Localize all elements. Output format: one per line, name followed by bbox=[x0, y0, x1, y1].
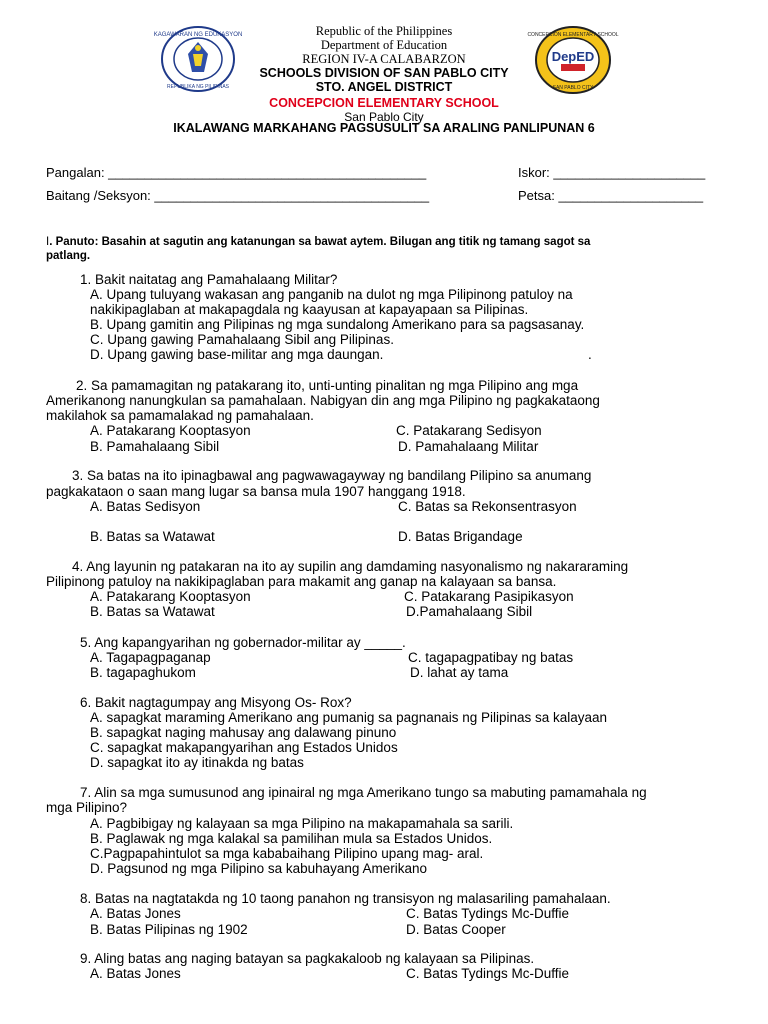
question-6: 6. Bakit nagtagumpay ang Misyong Os- Rox? bbox=[80, 695, 352, 710]
question-2: 2. Sa pamamagitan ng patakarang ito, unti-unting pinalitan ng mga Pilipino ang mga bbox=[76, 378, 579, 393]
svg-text:CONCEPCION ELEMENTARY SCHOOL: CONCEPCION ELEMENTARY SCHOOL bbox=[527, 32, 619, 38]
q4-choice-d[interactable]: D.Pamahalaang Sibil bbox=[406, 604, 533, 619]
q2-choice-d[interactable]: D. Pamahalaang Militar bbox=[398, 439, 539, 454]
question-4-line-2: Pilipinong patuloy na nakikipaglaban para makamit ang ganap na kalayaan sa bansa. bbox=[46, 574, 557, 589]
city-line: San Pablo City bbox=[344, 110, 424, 124]
q8-choice-d[interactable]: D. Batas Cooper bbox=[406, 922, 506, 937]
exam-title: IKALAWANG MARKAHANG PAGSUSULIT SA ARALING PANLIPUNAN 6 bbox=[173, 121, 595, 135]
instructions-line-2: patlang. bbox=[46, 250, 91, 262]
date-field[interactable]: Petsa: ____________________ bbox=[518, 188, 704, 203]
question-3-line-2: pagkakataon o saan mang lugar sa bansa mula 1907 hanggang 1918. bbox=[46, 484, 466, 499]
region-line: REGION IV-A CALABARZON bbox=[302, 52, 466, 66]
q7-choice-a[interactable]: A. Pagbibigay ng kalayaan sa mga Pilipino na makapamahala sa sarili. bbox=[90, 816, 514, 831]
q3-choice-d[interactable]: D. Batas Brigandage bbox=[398, 529, 523, 544]
q6-choice-d[interactable]: D. sapagkat ito ay itinakda ng batas bbox=[90, 755, 304, 770]
q1-choice-a-cont: nakikipaglaban at makapagdala ng kaayusan at kapayapaan sa Pilipinas. bbox=[90, 302, 529, 317]
q8-choice-b[interactable]: B. Batas Pilipinas ng 1902 bbox=[90, 922, 248, 937]
question-3: 3. Sa batas na ito ipinagbawal ang pagwawagayway ng bandilang Pilipino sa anumang bbox=[72, 468, 592, 483]
name-field[interactable]: Pangalan: ____________________________________________ bbox=[46, 165, 427, 180]
question-8: 8. Batas na nagtatakda ng 10 taong panahon ng transisyon ng malasariling pamahalaan. bbox=[80, 891, 611, 906]
department-line: Department of Education bbox=[320, 38, 448, 52]
q1-choice-b[interactable]: B. Upang gamitin ang Pilipinas ng mga sundalong Amerikano para sa pagsasanay. bbox=[90, 317, 585, 332]
question-9: 9. Aling batas ang naging batayan sa pagkakaloob ng kalayaan sa Pilipinas. bbox=[80, 951, 535, 966]
q9-choice-a[interactable]: A. Batas Jones bbox=[90, 966, 181, 981]
q1-choice-a[interactable]: A. Upang tuluyang wakasan ang panganib na dulot ng mga Pilipinong patuloy na bbox=[90, 287, 573, 302]
q5-choice-b[interactable]: B. tagapaghukom bbox=[90, 665, 196, 680]
q5-choice-d[interactable]: D. lahat ay tama bbox=[410, 665, 509, 680]
q5-choice-a[interactable]: A. Tagapagpaganap bbox=[90, 650, 211, 665]
q2-choice-b[interactable]: B. Pamahalaang Sibil bbox=[90, 439, 220, 454]
question-4: 4. Ang layunin ng patakaran na ito ay supilin ang damdaming nasyonalismo ng nakararaming bbox=[72, 559, 629, 574]
svg-text:REPUBLIKA NG PILIPINAS: REPUBLIKA NG PILIPINAS bbox=[167, 84, 229, 90]
q3-choice-b[interactable]: B. Batas sa Watawat bbox=[90, 529, 215, 544]
q9-choice-c[interactable]: C. Batas Tydings Mc-Duffie bbox=[406, 966, 570, 981]
question-2-line-3: makilahok sa pamamalakad ng pamahalaan. bbox=[46, 408, 314, 423]
q6-choice-a[interactable]: A. sapagkat maraming Amerikano ang pumanig sa pagnanais ng Pilipinas sa kalayaan bbox=[90, 710, 608, 725]
q7-choice-c[interactable]: C.Pagpapahintulot sa mga kababaihang Pilipino upang mag- aral. bbox=[90, 846, 484, 861]
q4-choice-a[interactable]: A. Patakarang Kooptasyon bbox=[90, 589, 251, 604]
q2-choice-a[interactable]: A. Patakarang Kooptasyon bbox=[90, 423, 251, 438]
q4-choice-b[interactable]: B. Batas sa Watawat bbox=[90, 604, 215, 619]
question-1: 1. Bakit naitatag ang Pamahalaang Militar? bbox=[80, 272, 338, 287]
school-name: CONCEPCION ELEMENTARY SCHOOL bbox=[269, 96, 499, 110]
q5-choice-c[interactable]: C. tagapagpatibay ng batas bbox=[408, 650, 574, 665]
question-7: 7. Alin sa mga sumusunod ang ipinairal ng mga Amerikano tungo sa mabuting pamamahala ng bbox=[80, 785, 647, 800]
q8-choice-c[interactable]: C. Batas Tydings Mc-Duffie bbox=[406, 906, 570, 921]
svg-text:SAN PABLO CITY: SAN PABLO CITY bbox=[552, 85, 594, 91]
instructions-line-1 bbox=[46, 236, 590, 248]
question-7-line-2: mga Pilipino? bbox=[46, 800, 128, 815]
score-field[interactable]: Iskor: _____________________ bbox=[518, 165, 706, 180]
q6-choice-c[interactable]: C. sapagkat makapangyarihan ang Estados Unidos bbox=[90, 740, 398, 755]
division-line: SCHOOLS DIVISION OF SAN PABLO CITY bbox=[259, 66, 509, 80]
q7-choice-b[interactable]: B. Paglawak ng mga kalakal sa pamilihan mula sa Estados Unidos. bbox=[90, 831, 493, 846]
q1-choice-d[interactable]: D. Upang gawing base-militar ang mga daungan. bbox=[90, 347, 384, 362]
instructions-prefix: I bbox=[46, 236, 50, 248]
q7-choice-d[interactable]: D. Pagsunod ng mga Pilipino sa kabuhayang Amerikano bbox=[90, 861, 427, 876]
svg-text:DepED: DepED bbox=[551, 49, 595, 64]
q1-trailing-dot: . bbox=[588, 347, 592, 362]
q8-choice-a[interactable]: A. Batas Jones bbox=[90, 906, 181, 921]
svg-text:KAGAWARAN NG EDUKASYON: KAGAWARAN NG EDUKASYON bbox=[153, 32, 243, 38]
district-line: STO. ANGEL DISTRICT bbox=[315, 80, 453, 94]
q4-choice-c[interactable]: C. Patakarang Pasipikasyon bbox=[404, 589, 574, 604]
q1-choice-c[interactable]: C. Upang gawing Pamahalaang Sibil ang Pilipinas. bbox=[90, 332, 394, 347]
question-2-line-2: Amerikanong nanungkulan sa pamahalaan. Nabigyan din ang mga Pilipino ng pagkakataong bbox=[46, 393, 600, 408]
question-5: 5. Ang kapangyarihan ng gobernador-militar ay _____. bbox=[80, 635, 406, 650]
q2-choice-c[interactable]: C. Patakarang Sedisyon bbox=[396, 423, 542, 438]
q3-choice-c[interactable]: C. Batas sa Rekonsentrasyon bbox=[398, 499, 577, 514]
instructions-text: . Panuto: Basahin at sagutin ang katanungan sa bawat aytem. Bilugan ang titik ng tamang sagot sa bbox=[49, 236, 591, 248]
q3-choice-a[interactable]: A. Batas Sedisyon bbox=[90, 499, 201, 514]
republic-line: Republic of the Philippines bbox=[315, 24, 453, 38]
q6-choice-b[interactable]: B. sapagkat naging mahusay ang dalawang pinuno bbox=[90, 725, 397, 740]
section-field[interactable]: Baitang /Seksyon: ______________________________________ bbox=[46, 188, 430, 203]
